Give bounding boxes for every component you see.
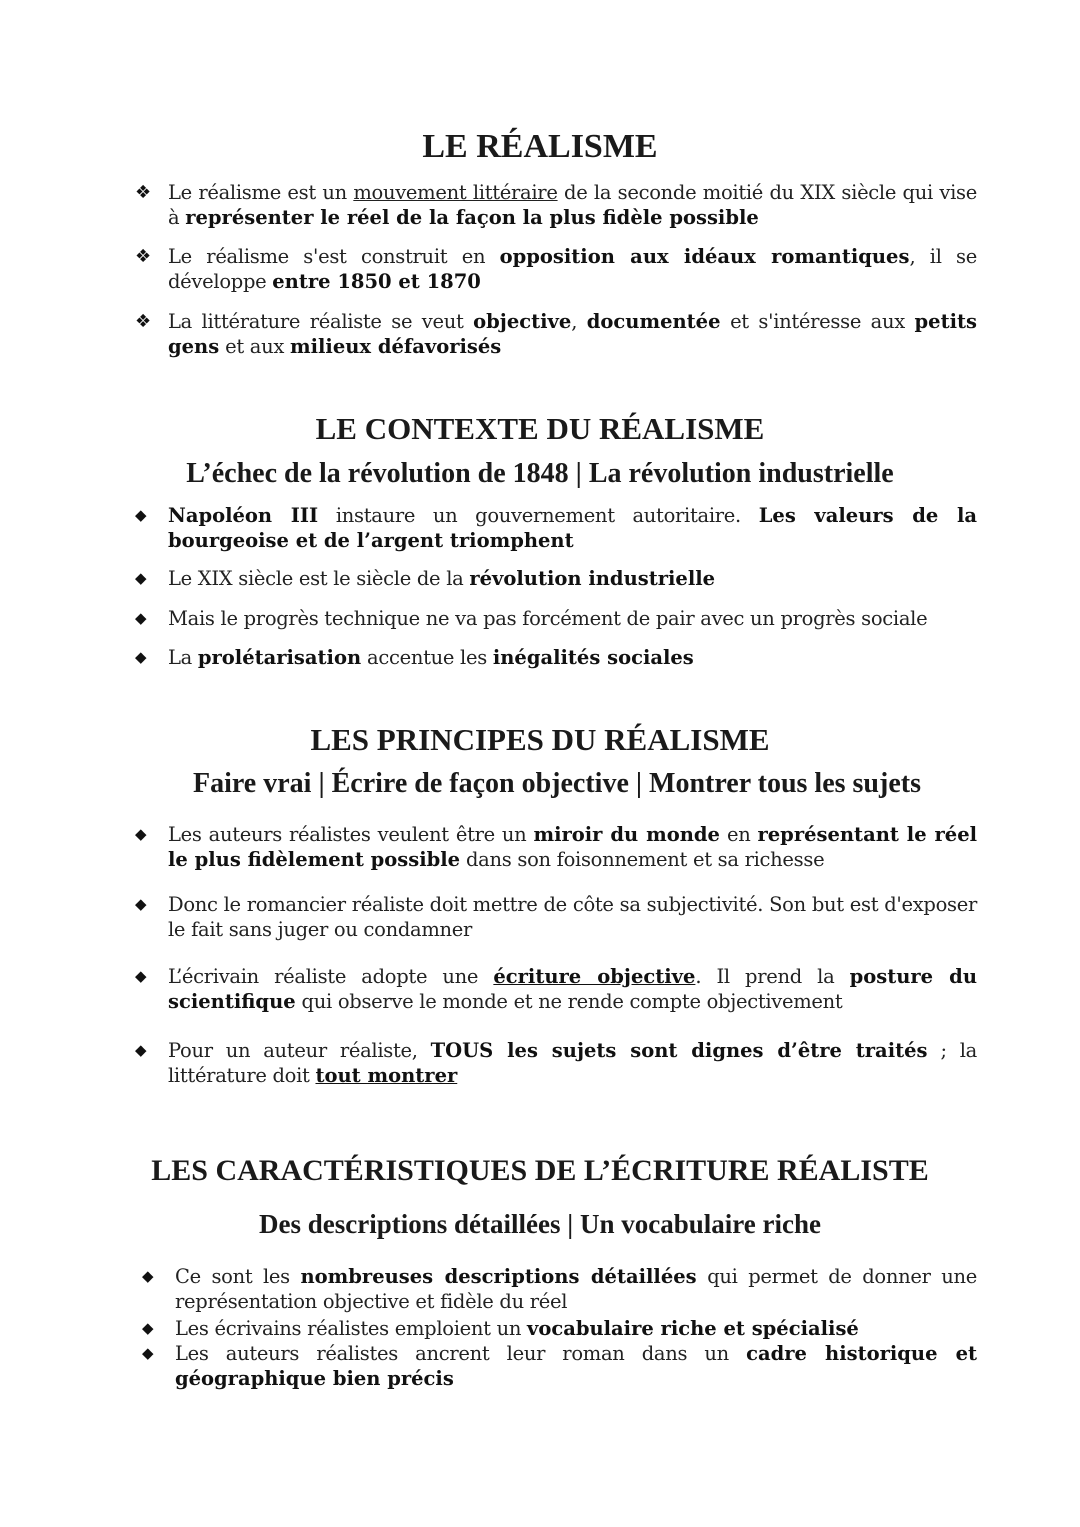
text-run: . Il prend la (695, 965, 850, 988)
text-run: L’écrivain réaliste adopte une (168, 965, 494, 988)
diamond-bullet-icon: ◆ (135, 967, 147, 985)
section-title: LES CARACTÉRISTIQUES DE L’ÉCRITURE RÉALISTE (151, 1154, 929, 1187)
bold-text: prolétarisation (197, 646, 362, 669)
text-run: de la seconde moitié du XIX siècle qui vise à (168, 181, 977, 229)
item-text (175, 1264, 977, 1314)
text-run: ; la littérature doit (168, 1039, 977, 1087)
diamond-bullet-icon: ◆ (135, 895, 147, 913)
section-subtitle: Faire vrai | Écrire de façon objective | Montrer tous les sujets (193, 768, 921, 799)
item-text (168, 244, 977, 294)
text-run: mouvement littéraire (353, 181, 558, 204)
item-text (168, 645, 977, 670)
section-subtitle: Des descriptions détaillées | Un vocabulaire riche (259, 1209, 821, 1239)
text-run: instaure un gouvernement autoritaire. (318, 504, 759, 527)
clover-bullet-icon: ❖ (135, 246, 151, 267)
bold-text: représenter le réel de la façon la plus fidèle possible (185, 206, 759, 229)
diamond-bullet-icon: ◆ (142, 1319, 154, 1337)
bold-text: milieux défavorisés (289, 335, 502, 358)
item-text (168, 309, 977, 359)
text-run: , (571, 310, 587, 333)
bold-text: cadre historique et géographique bien précis (175, 1342, 977, 1390)
item-text (175, 1341, 977, 1391)
item-text (168, 180, 977, 230)
item-text (168, 1038, 977, 1088)
clover-bullet-icon: ❖ (135, 182, 151, 203)
item-text (168, 964, 977, 1014)
bold-text: représentant le réel le plus fidèlement possible (168, 823, 978, 871)
bold-text: documentée (586, 310, 721, 333)
text-run: Mais le progrès technique ne va pas forcément de pair avec un progrès sociale (168, 607, 928, 630)
diamond-bullet-icon: ◆ (135, 825, 147, 843)
bold-text: petits gens (168, 310, 977, 358)
text-run: et aux (219, 335, 290, 358)
text-run: qui permet de donner une représentation objective et fidèle du réel (175, 1265, 977, 1313)
list-item (135, 606, 977, 631)
bold-text: tout montrer (315, 1064, 458, 1087)
list-item (142, 1316, 977, 1341)
text-run: Donc le romancier réaliste doit mettre de côte sa subjectivité. Son but est d'exposer le fait sans juger ou condamner (168, 893, 977, 941)
diamond-bullet-icon: ◆ (142, 1344, 154, 1362)
text-run: , il se développe (168, 245, 977, 293)
item-text (168, 503, 977, 553)
section-title: LES PRINCIPES DU RÉALISME (310, 722, 770, 757)
list-item (135, 503, 977, 553)
list-item (135, 964, 977, 1014)
text-run: en (719, 823, 758, 846)
list-item (135, 244, 977, 294)
bold-text: TOUS les sujets sont dignes d’être traités (430, 1039, 928, 1062)
text-run: La (168, 646, 198, 669)
list-item (135, 1038, 977, 1088)
clover-bullet-icon: ❖ (135, 311, 151, 332)
bold-text: Napoléon III (168, 504, 319, 527)
text-run: qui observe le monde et ne rende compte objectivement (295, 990, 843, 1013)
diamond-bullet-icon: ◆ (135, 648, 147, 666)
diamond-bullet-icon: ◆ (135, 609, 147, 627)
text-run: Ce sont les (175, 1265, 301, 1288)
text-run: Pour un auteur réaliste, (168, 1039, 431, 1062)
bold-text: inégalités sociales (492, 646, 694, 669)
bold-text: révolution industrielle (469, 567, 716, 590)
item-text (175, 1316, 977, 1341)
text-run: et s'intéresse aux (720, 310, 915, 333)
list-item (135, 822, 977, 872)
section-title: LE RÉALISME (422, 128, 658, 165)
text-run: Les auteurs réalistes ancrent leur roman dans un (175, 1342, 747, 1365)
bold-text: objective (473, 310, 572, 333)
list-item (135, 566, 977, 591)
list-item (135, 892, 977, 942)
text-run: Les écrivains réalistes emploient un (175, 1317, 527, 1340)
bold-text: Les valeurs de la bourgeoise et de l’argent triomphent (168, 504, 977, 552)
list-item (135, 180, 977, 230)
list-item (142, 1264, 977, 1314)
text-run: Le réalisme est un (168, 181, 354, 204)
section-subtitle: L’échec de la révolution de 1848 | La révolution industrielle (186, 458, 894, 489)
bold-text: entre 1850 et 1870 (272, 270, 481, 293)
item-text (168, 822, 977, 872)
text-run: Les auteurs réalistes veulent être un (168, 823, 534, 846)
text-run: dans son foisonnement et sa richesse (460, 848, 825, 871)
bold-text: nombreuses descriptions détaillées (300, 1265, 697, 1288)
text-run: Le XIX siècle est le siècle de la (168, 567, 470, 590)
text-run: Le réalisme s'est construit en (168, 245, 500, 268)
section-title: LE CONTEXTE DU RÉALISME (315, 411, 765, 446)
bold-text: écriture objective (493, 965, 696, 988)
bold-text: vocabulaire riche et spécialisé (526, 1317, 859, 1340)
text-run: La littérature réaliste se veut (168, 310, 474, 333)
bold-text: opposition aux idéaux romantiques (499, 245, 910, 268)
diamond-bullet-icon: ◆ (142, 1267, 154, 1285)
bold-text: miroir du monde (533, 823, 720, 846)
list-item (135, 645, 977, 670)
item-text (168, 892, 977, 942)
diamond-bullet-icon: ◆ (135, 1041, 147, 1059)
diamond-bullet-icon: ◆ (135, 506, 147, 524)
list-item (135, 309, 977, 359)
list-item (142, 1341, 977, 1391)
item-text (168, 566, 977, 591)
diamond-bullet-icon: ◆ (135, 569, 147, 587)
bold-text: posture du scientifique (168, 965, 977, 1013)
item-text (168, 606, 977, 631)
text-run: accentue les (361, 646, 493, 669)
